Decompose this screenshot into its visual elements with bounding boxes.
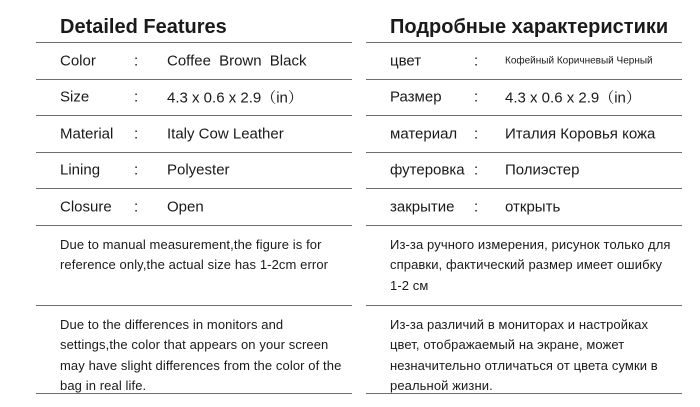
feature-row-material — [36, 116, 352, 153]
color-difference-note: Из-за различий в мониторах и настройках цвет, отображаемый на экране, может незначительно отличаться от цвета сумки в реальной жизни. — [390, 316, 658, 393]
feature-value: Italy Cow Leather — [167, 125, 284, 143]
feature-value: Кофейный Коричневый Черный — [505, 55, 653, 67]
features-panel-russian — [366, 0, 682, 397]
feature-row-lining — [36, 153, 352, 190]
feature-separator: : — [134, 88, 139, 106]
feature-label: Material — [60, 125, 114, 143]
panel-title: Подробные характеристики — [366, 0, 682, 43]
feature-row-color — [366, 43, 682, 80]
bottom-divider — [36, 393, 352, 394]
feature-label: Lining — [60, 161, 101, 179]
feature-row-lining — [366, 153, 682, 190]
feature-row-color — [36, 43, 352, 80]
feature-row-closure — [366, 189, 682, 226]
measurement-note: Due to manual measurement,the figure is for reference only,the actual size has 1-2cm error — [36, 226, 352, 306]
bottom-divider — [366, 393, 682, 394]
features-panel-english — [36, 0, 352, 397]
feature-label: Closure — [60, 198, 112, 216]
feature-row-size — [366, 80, 682, 117]
feature-value: Полиэстер — [505, 161, 580, 179]
feature-separator: : — [474, 161, 479, 179]
feature-label: Size — [60, 88, 90, 106]
feature-label: материал — [390, 125, 458, 143]
feature-separator: : — [134, 52, 139, 70]
panel-title: Detailed Features — [36, 0, 352, 43]
feature-value: 4.3 x 0.6 x 2.9（in） — [505, 89, 641, 107]
feature-row-material — [366, 116, 682, 153]
color-difference-note: Due to the differences in monitors and settings,the color that appears on your screen may have slight differences from the color of the bag in real life. — [60, 316, 342, 393]
feature-row-closure — [36, 189, 352, 226]
feature-label: Color — [60, 52, 96, 70]
feature-row-size — [36, 80, 352, 117]
feature-label: футеровка — [390, 161, 465, 179]
feature-value: 4.3 x 0.6 x 2.9（in） — [167, 89, 303, 107]
feature-label: цвет — [390, 52, 422, 70]
feature-value: Coffee Brown Black — [167, 52, 307, 70]
feature-label: закрытие — [390, 198, 455, 216]
feature-value: Polyester — [167, 161, 230, 179]
feature-separator: : — [134, 161, 139, 179]
feature-value: Италия Коровья кожа — [505, 125, 656, 143]
feature-label: Размер — [390, 88, 442, 106]
feature-separator: : — [474, 88, 479, 106]
feature-separator: : — [474, 198, 479, 216]
feature-value: Open — [167, 198, 204, 216]
feature-value: открыть — [505, 198, 561, 216]
feature-separator: : — [134, 198, 139, 216]
measurement-note: Из-за ручного измерения, рисунок только для справки, фактический размер имеет ошибку 1-2 см — [366, 226, 682, 306]
feature-separator: : — [474, 125, 479, 143]
feature-separator: : — [134, 125, 139, 143]
feature-separator: : — [474, 52, 479, 70]
